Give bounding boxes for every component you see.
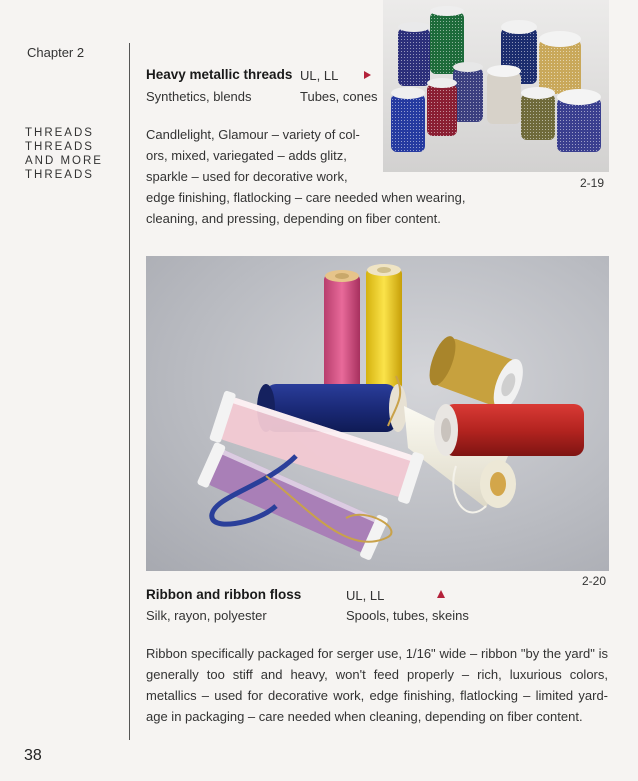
side-label-line: THREADS [25,169,94,181]
para-line: sparkle – used for decorative work, [146,169,348,184]
section2-title: Ribbon and ribbon floss [146,587,302,602]
section1-para-lead [146,124,376,187]
ribbon-threads-photo [146,256,609,571]
section1-para-tail [146,187,476,229]
side-label-line: THREADS [25,127,94,139]
section2-fiber: Silk, rayon, polyester [146,608,267,623]
metallic-threads-photo [383,0,609,172]
side-label-line: AND MORE [25,155,103,167]
para-line: Candlelight, Glamour – variety of col- [146,127,360,142]
arrow-up-icon [437,590,445,598]
para-line: edge finishing, flatlocking – care needed when wearing, [146,190,466,205]
section2-paragraph: Ribbon specifically packaged for serger use, 1/16" wide – ribbon "by the yard" is generally too stiff and heavy, won't feed properly – rich, luxurious colors, metallics – used for decorative work, edge finishing, flatlocking – limited yard-age in packaging – care needed when cleaning, depending on fiber content. [146,646,608,724]
section2-form: Spools, tubes, skeins [346,608,469,623]
para-line: cleaning, and pressing, depending on fiber content. [146,211,441,226]
section-side-label [25,126,103,182]
chapter-label: Chapter 2 [27,45,85,60]
figure-label-2-19: 2-19 [580,176,605,190]
section1-code: UL, LL [300,68,339,83]
section1-form: Tubes, cones [300,89,378,104]
para-line: ors, mixed, variegated – adds glitz, [146,148,347,163]
page-number: 38 [24,747,42,764]
section1-title: Heavy metallic threads [146,67,293,82]
section2-code: UL, LL [346,588,385,603]
section1-fiber: Synthetics, blends [146,89,252,104]
side-label-line: THREADS [25,141,94,153]
arrow-right-icon [364,71,371,79]
figure-label-2-20: 2-20 [582,574,607,588]
column-divider [129,43,130,740]
